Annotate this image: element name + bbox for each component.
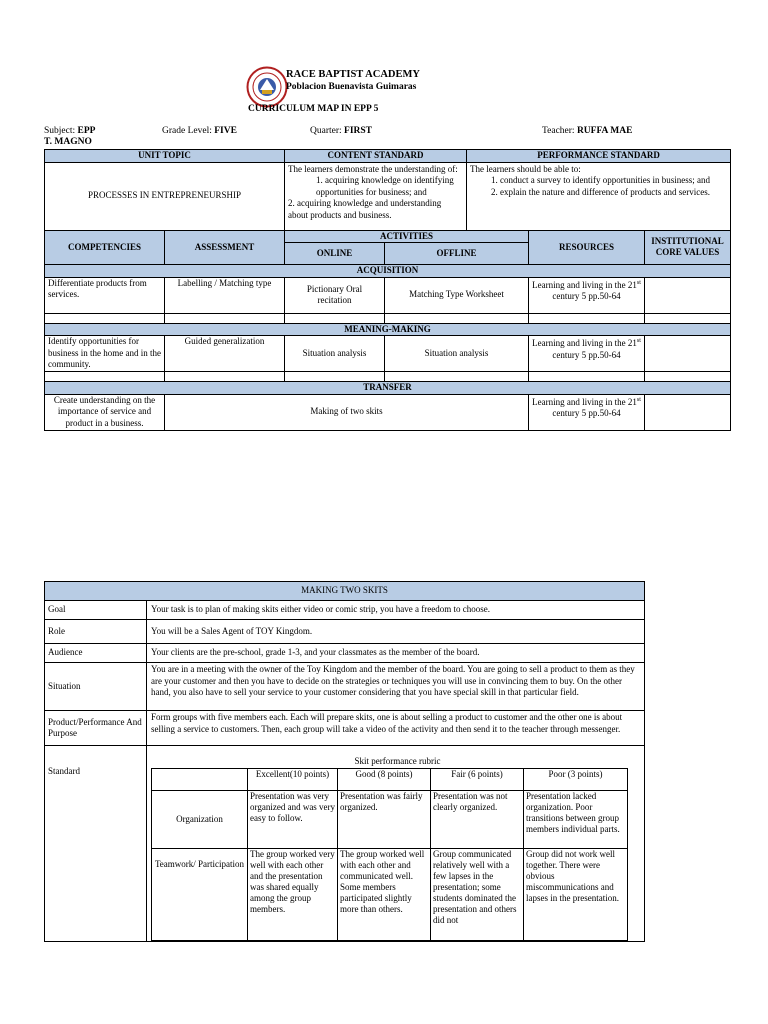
acquisition-header: ACQUISITION	[45, 265, 731, 278]
performance-standard-item: 2. explain the nature and difference of products and services.	[500, 187, 727, 199]
spacer-cell	[529, 313, 645, 323]
audience-text: Your clients are the pre-school, grade 1-3, and your classmates as the member of the board.	[147, 644, 645, 663]
content-standard-item: 2. acquiring knowledge and understanding about products and business.	[288, 198, 442, 220]
role-text: You will be a Sales Agent of TOY Kingdom.	[147, 620, 645, 644]
standard-cell	[147, 746, 645, 942]
resource-text: Learning and living in the 21	[532, 279, 637, 290]
meaning-resources	[529, 336, 645, 372]
teacher-label: Teacher:	[542, 126, 575, 136]
acquisition-competency: Differentiate products from services.	[45, 277, 165, 313]
spacer-cell	[165, 372, 285, 382]
resource-text: Learning and living in the 21	[532, 396, 637, 407]
rubric-criterion: Teamwork/ Participation	[152, 848, 248, 940]
document-title: CURRICULUM MAP IN EPP 5	[248, 104, 379, 114]
unit-topic-header: UNIT TOPIC	[45, 150, 285, 163]
grade-label: Grade Level:	[162, 126, 212, 136]
resources-header: RESOURCES	[529, 230, 645, 265]
rubric-cell: The group worked well with each other and communicated well. Some members participated slightly more than others.	[338, 848, 431, 940]
rubric-col-good: Good (8 points)	[338, 768, 431, 790]
unit-topic: PROCESSES IN ENTREPRENEURSHIP	[45, 162, 285, 230]
meaning-online: Situation analysis	[285, 336, 385, 372]
school-header	[246, 66, 546, 121]
content-standard-item: 1. acquiring knowledge on identifying opportunities for business; and	[316, 175, 454, 197]
teacher-name-continued: T. MAGNO	[44, 137, 92, 147]
performance-standard-intro: The learners should be able to:	[470, 163, 581, 174]
spacer-cell	[645, 313, 731, 323]
spacer-cell	[45, 313, 165, 323]
school-address: Poblacion Buenavista Guimaras	[286, 82, 417, 92]
content-standard-header: CONTENT STANDARD	[285, 150, 467, 163]
meaning-assessment: Guided generalization	[165, 336, 285, 372]
acquisition-values	[645, 277, 731, 313]
spacer-cell	[285, 313, 385, 323]
spacer-cell	[165, 313, 285, 323]
acquisition-assessment: Labelling / Matching type	[165, 277, 285, 313]
rubric-cell: Group communicated relatively well with a few lapses in the presentation; some students dominated the presentation and others did not	[431, 848, 524, 940]
role-label: Role	[45, 620, 147, 644]
resource-superscript: st	[636, 396, 641, 403]
rubric-table	[151, 768, 628, 941]
meaning-competency: Identify opportunities for business in the home and in the community.	[45, 336, 165, 372]
curriculum-map-table	[44, 149, 731, 431]
performance-standard-item: 1. conduct a survey to identify opportunities in business; and	[500, 175, 727, 187]
spacer-cell	[285, 372, 385, 382]
rubric-cell: Presentation lacked organization. Poor transitions between group members individual parts.	[524, 790, 628, 848]
transfer-resources	[529, 394, 645, 430]
product-text: Form groups with five members each. Each will prepare skits, one is about selling a product to customer and the other one is about selling a service to customers. Then, each group will take a video of the activity and then send it to the teacher through messenger.	[147, 711, 645, 746]
rubric-col-excellent: Excellent(10 points)	[248, 768, 338, 790]
rubric-title: Skit performance rubric	[354, 756, 441, 766]
meaning-values	[645, 336, 731, 372]
rubric-cell: Presentation was fairly organized.	[338, 790, 431, 848]
resource-text: century 5 pp.50-64	[552, 408, 621, 418]
spacer-cell	[385, 313, 529, 323]
grade-field	[162, 126, 237, 136]
activities-header: ACTIVITIES	[285, 230, 529, 243]
resource-text: century 5 pp.50-64	[552, 349, 621, 360]
spacer-cell	[45, 372, 165, 382]
school-seal-icon	[246, 66, 288, 108]
standard-label: Standard	[45, 746, 147, 942]
content-standard	[285, 162, 467, 230]
quarter-label: Quarter:	[310, 126, 342, 136]
assessment-header: ASSESSMENT	[165, 230, 285, 265]
spacer-cell	[385, 372, 529, 382]
transfer-activity: Making of two skits	[165, 394, 529, 430]
meaning-offline: Situation analysis	[385, 336, 529, 372]
rubric-corner	[152, 768, 248, 790]
acquisition-offline: Matching Type Worksheet	[385, 277, 529, 313]
product-label: Product/Performance And Purpose	[45, 711, 147, 746]
grasps-title: MAKING TWO SKITS	[45, 582, 645, 601]
rubric-col-fair: Fair (6 points)	[431, 768, 524, 790]
spacer-cell	[529, 372, 645, 382]
situation-text: You are in a meeting with the owner of the Toy Kingdom and the member of the board. You are going to sell a product to them as they are your customer and then you have to decide on the strategies or techniques you will use in convincing them to buy. On the other hand, you also have to sell your service to your customer considering that you have special skill in that particular field.	[147, 663, 645, 711]
resource-text: Learning and living in the 21	[532, 338, 637, 348]
rubric-cell: Presentation was not clearly organized.	[431, 790, 524, 848]
school-name: RACE BAPTIST ACADEMY	[286, 69, 420, 80]
spacer-cell	[645, 372, 731, 382]
rubric-criterion: Organization	[152, 790, 248, 848]
resource-text: century 5 pp.50-64	[552, 291, 621, 301]
teacher-value: RUFFA MAE	[576, 126, 633, 136]
online-header: ONLINE	[285, 243, 385, 265]
situation-label: Situation	[45, 663, 147, 711]
grasps-table	[44, 581, 645, 942]
acquisition-resources	[529, 277, 645, 313]
performance-standard	[467, 162, 731, 230]
goal-text: Your task is to plan of making skits either video or comic strip, you have a freedom to choose.	[147, 601, 645, 620]
goal-label: Goal	[45, 601, 147, 620]
offline-header: OFFLINE	[385, 243, 529, 265]
rubric-cell: Group did not work well together. There were obvious miscommunications and lapses in the presentation.	[524, 848, 628, 940]
competencies-header: COMPETENCIES	[45, 230, 165, 265]
transfer-header: TRANSFER	[45, 382, 731, 395]
quarter-value: FIRST	[344, 126, 373, 136]
subject-field	[44, 126, 95, 136]
transfer-values	[645, 394, 731, 430]
quarter-field	[310, 126, 372, 136]
resource-superscript: st	[636, 338, 641, 344]
performance-standard-header: PERFORMANCE STANDARD	[467, 150, 731, 163]
grade-value: FIVE	[214, 126, 237, 136]
subject-value: EPP	[77, 126, 96, 136]
acquisition-online: Pictionary Oral recitation	[285, 277, 385, 313]
subject-label: Subject:	[44, 126, 76, 136]
audience-label: Audience	[45, 644, 147, 663]
rubric-col-poor: Poor (3 points)	[524, 768, 628, 790]
meaning-making-header: MEANING-MAKING	[45, 323, 731, 336]
teacher-field	[542, 126, 632, 136]
content-standard-intro: The learners demonstrate the understanding of:	[288, 163, 458, 174]
core-values-header: INSTITUTIONAL CORE VALUES	[645, 230, 731, 265]
resource-superscript: st	[636, 279, 641, 286]
transfer-competency: Create understanding on the importance of service and product in a business.	[45, 394, 165, 430]
rubric-cell: The group worked very well with each other and the presentation was shared equally among the group members.	[248, 848, 338, 940]
rubric-cell: Presentation was very organized and was very easy to follow.	[248, 790, 338, 848]
